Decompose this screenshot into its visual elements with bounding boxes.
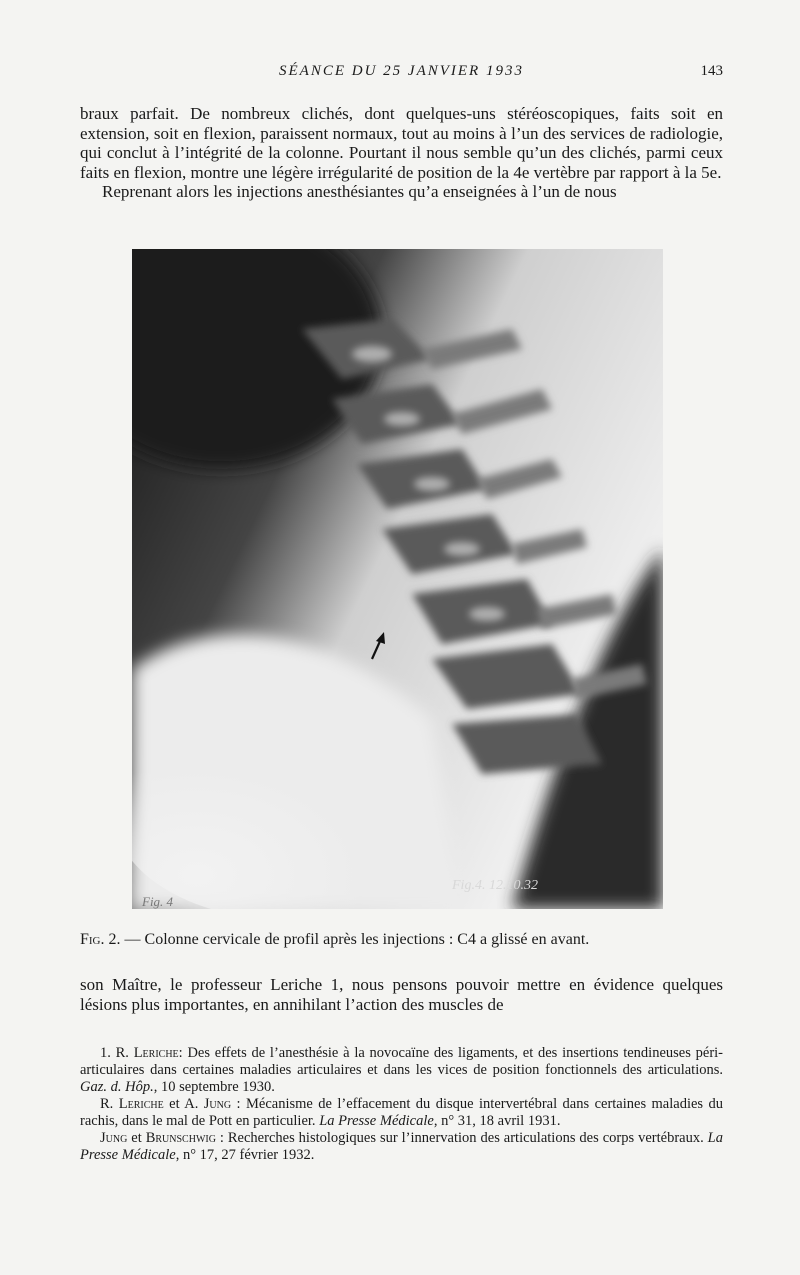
caption-text: — Colonne cervicale de profil après les injections : C4 a glissé en avant.: [124, 931, 590, 948]
running-head: [80, 63, 723, 83]
body-text-bottom: [80, 975, 723, 1014]
author-name: Leriche: [133, 1045, 179, 1061]
journal-name: La Presse Médicale: [80, 1130, 723, 1163]
running-title: SÉANCE DU 25 JANVIER 1933: [279, 63, 524, 79]
journal-name: Gaz. d. Hôp.: [80, 1079, 154, 1095]
author-name: Brunschwig: [145, 1130, 216, 1146]
figure-label: Fig. 2.: [80, 931, 121, 948]
page-number: 143: [700, 63, 723, 79]
journal-name: La Presse Médicale: [319, 1113, 434, 1129]
footnote-1: 1. R. Leriche: Des effets de l’anesthésie à la novocaïne des ligaments, et des insertions tendineuses péri-articulaires dans certaines maladies articulaires et dans les vices de position fonctionnels des articulations. Gaz. d. Hôp., 10 septembre 1930.: [80, 1045, 724, 1095]
footnote-2: R. Leriche et A. Jung : Mécanisme de l’effacement du disque intervertébral dans certaines maladies du rachis, dans le mal de Pott en particulier. La Presse Médicale, n° 31, 18 avril 1931.: [80, 1096, 723, 1129]
author-name: Jung: [100, 1130, 128, 1146]
figure-mark-right: Fig.4. 12.10.32: [452, 878, 538, 893]
figure-caption: [80, 930, 723, 950]
body-text-top: [80, 104, 723, 202]
paragraph: Reprenant alors les injections anesthésiantes qu’a enseignées à l’un de nous: [102, 182, 617, 202]
author-name: Leriche: [118, 1096, 164, 1112]
footnote-3: Jung et Brunschwig : Recherches histologiques sur l’innervation des articulations des corps vertébraux. La Presse Médicale, n° 17, 27 février 1932.: [80, 1130, 723, 1163]
footnotes: [80, 1045, 723, 1164]
paragraph: son Maître, le professeur Leriche 1, nous pensons pouvoir mettre en évidence quelques lésions plus importantes, en annihilant l’action des muscles de: [80, 975, 723, 1014]
author-name: Jung: [203, 1096, 232, 1112]
paragraph: braux parfait. De nombreux clichés, dont quelques-uns stéréoscopiques, faits soit en extension, soit en flexion, paraissent normaux, tout au moins à l’un des services de radiologie, qui conclut à l’intégrité de la colonne. Pourtant il nous semble qu’un des clichés, parmi ceux faits en flexion, montre une légère irrégularité de position de la 4e vertèbre par rapport à la 5e.: [80, 104, 723, 182]
xray-image: [132, 249, 663, 909]
figure-mark-left: Fig. 4: [142, 894, 174, 909]
xray-figure: [132, 249, 663, 909]
